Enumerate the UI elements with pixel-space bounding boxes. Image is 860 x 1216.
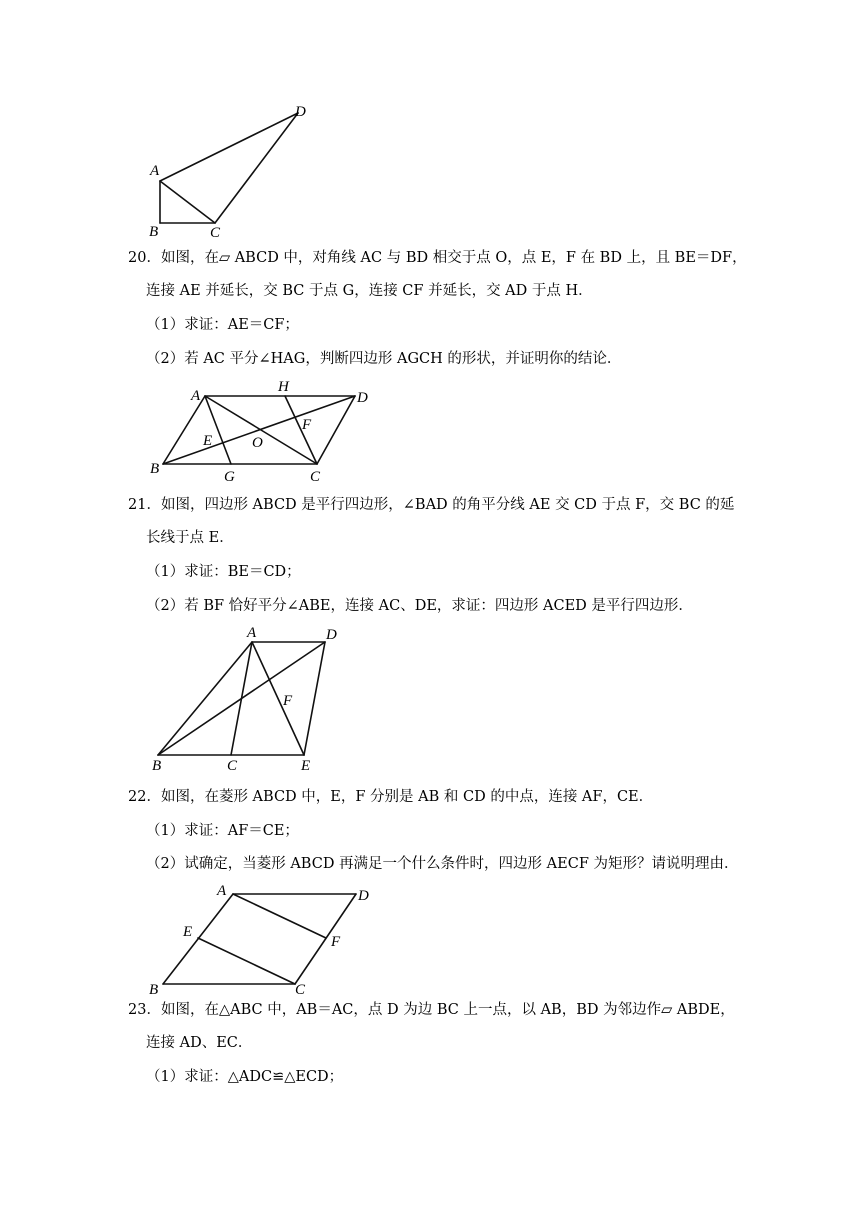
label-B: B xyxy=(152,758,162,774)
figure-q19 xyxy=(140,100,320,240)
label-B: B xyxy=(149,982,159,995)
label-D: D xyxy=(326,627,337,643)
label-C: C xyxy=(210,225,221,240)
label-A: A xyxy=(191,388,201,404)
figure-q20 xyxy=(145,375,385,490)
q20-part1: （1）求证：AE＝CF； xyxy=(146,317,299,333)
label-C: C xyxy=(295,982,306,995)
label-E: E xyxy=(301,758,311,774)
label-E: E xyxy=(203,433,213,449)
q21-line2: 长线于点 E． xyxy=(146,530,234,546)
q22-part1: （1）求证：AF＝CE； xyxy=(146,823,299,839)
label-E: E xyxy=(183,924,193,940)
label-F: F xyxy=(302,417,312,433)
q21-part1: （1）求证：BE＝CD； xyxy=(146,564,301,580)
label-B: B xyxy=(150,461,160,477)
label-A: A xyxy=(150,163,160,179)
q21-line1: 21．如图，四边形 ABCD 是平行四边形，∠BAD 的角平分线 AE 交 CD 于点 F，交 BC 的延 xyxy=(128,497,735,513)
label-G: G xyxy=(224,469,235,485)
label-C: C xyxy=(310,469,321,485)
q20-line2: 连接 AE 并延长，交 BC 于点 G，连接 CF 并延长，交 AD 于点 H． xyxy=(146,283,593,299)
label-F: F xyxy=(331,934,341,950)
figure-q22 xyxy=(145,880,385,995)
label-D: D xyxy=(357,390,368,406)
q20-part2: （2）若 AC 平分∠HAG，判断四边形 AGCH 的形状，并证明你的结论． xyxy=(146,351,622,367)
label-C: C xyxy=(227,758,238,774)
figure-q21 xyxy=(145,622,355,777)
label-B: B xyxy=(149,224,159,240)
label-F: F xyxy=(283,693,293,709)
q23-part1: （1）求证：△ADC≌△ECD； xyxy=(146,1069,344,1085)
q21-part2: （2）若 BF 恰好平分∠ABE，连接 AC、DE，求证：四边形 ACED 是平行四边形． xyxy=(146,598,693,614)
q20-line1: 20．如图，在▱ ABCD 中，对角线 AC 与 BD 相交于点 O，点 E，F 在 BD 上，且 BE＝DF， xyxy=(128,250,747,266)
q23-line1: 23．如图，在△ABC 中，AB＝AC，点 D 为边 BC 上一点，以 AB，BD 为邻边作▱ ABDE， xyxy=(128,1002,735,1018)
label-D: D xyxy=(295,104,306,120)
label-A: A xyxy=(247,625,257,641)
q22-part2: （2）试确定，当菱形 ABCD 再满足一个什么条件时，四边形 AECF 为矩形？请说明理由． xyxy=(146,856,739,872)
q22-line1: 22．如图，在菱形 ABCD 中，E，F 分别是 AB 和 CD 的中点，连接 AF，CE． xyxy=(128,789,654,805)
label-A: A xyxy=(217,883,227,899)
label-O: O xyxy=(252,435,263,451)
label-H: H xyxy=(278,379,289,395)
label-D: D xyxy=(358,888,369,904)
q23-line2: 连接 AD、EC． xyxy=(146,1035,253,1051)
